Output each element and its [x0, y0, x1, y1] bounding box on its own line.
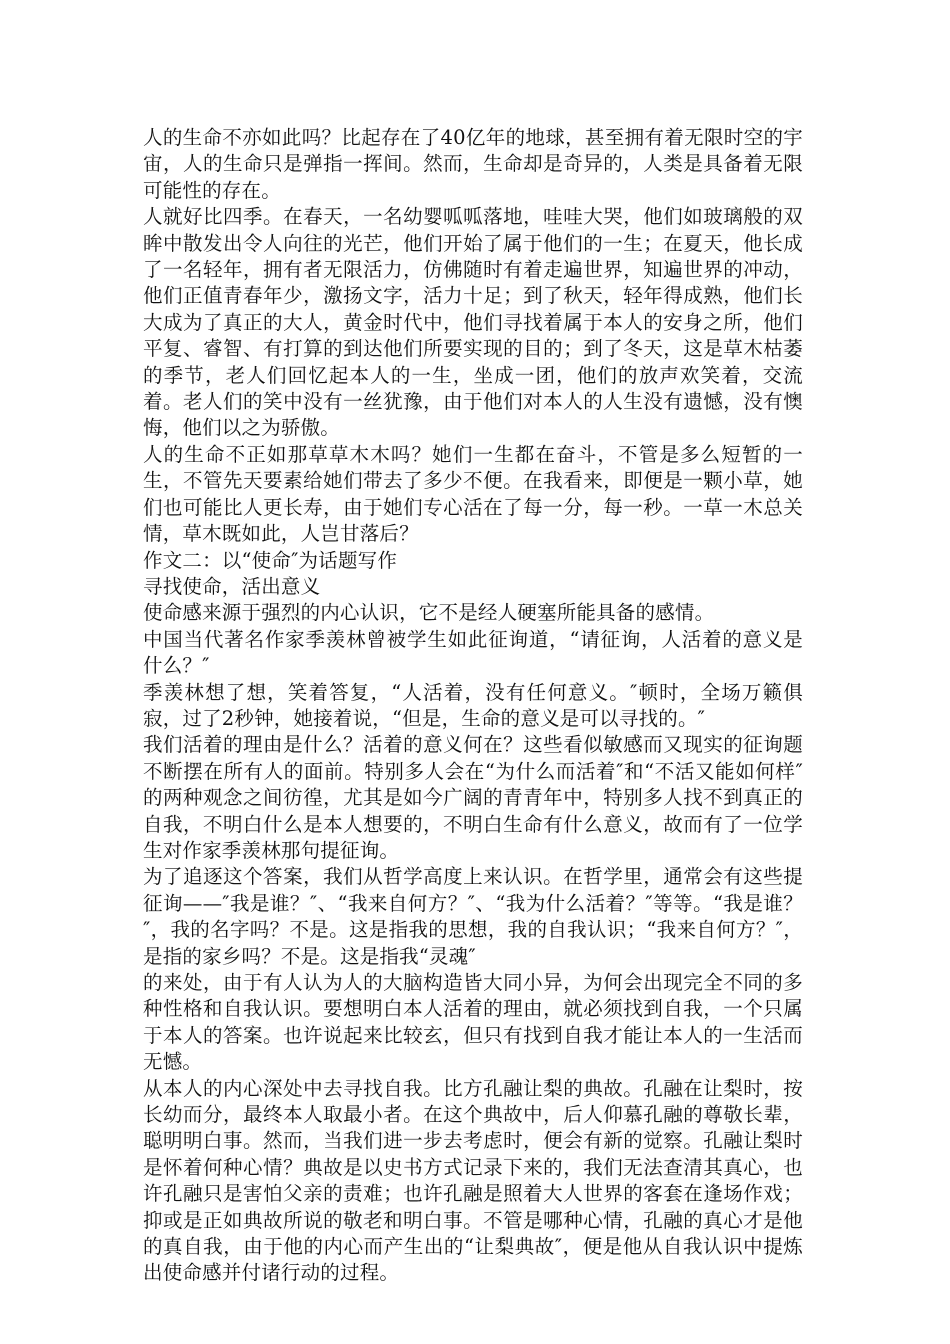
document-body: [143, 125, 803, 1287]
paragraph-finding-self: 的来处，由于有人认为人的大脑构造皆大同小异，为何会出现完全不同的多种性格和自我认识。要想明白本人活着的理由，就必须找到自我，一个只属于本人的答案。也许说起来比较玄，但只有找到自我才能让本人的一生活而无憾。: [143, 971, 803, 1074]
paragraph-grass-and-trees: 人的生命不正如那草草木木吗？她们一生都在奋斗，不管是多么短暂的一生，不管先天要素给她们带去了多少不便。在我看来，即便是一颗小草，她们也可能比人更长寿，由于她们专心活在了每一分，每一秒。一草一木总关情，草木既如此，人岂甘落后？: [143, 442, 803, 546]
paragraph-student-question: 中国当代著名作家季羡林曾被学生如此征询道，“请征询，人活着的意义是什么？″: [143, 627, 803, 678]
essay-two-heading: 作文二：以“使命″为话题写作: [143, 548, 398, 572]
paragraph-reason-for-living: 我们活着的理由是什么？活着的意义何在？这些看似敏感而又现实的征询题不断摆在所有人的面前。特别多人会在“为什么而活着″和“不活又能如何样″的两种观念之间彷徨，尤其是如今广阔的青青年中，特别多人找不到真正的自我，不明白什么是本人想要的，不明白生命有什么意义，故而有了一位学生对作家季羡林那句提征询。: [143, 733, 803, 862]
paragraph-sense-of-mission: 使命感来源于强烈的内心认识，它不是经人硬塞所能具备的感情。: [143, 601, 715, 625]
essay-two-title: 寻找使命，活出意义: [143, 574, 321, 598]
paragraph-philosophy-questions: 为了追逐这个答案，我们从哲学高度上来认识。在哲学里，通常会有这些提征询——″我是谁？″、“我来自何方？″、“我为什么活着？″等等。“我是谁？″，我的名字吗？不是。这是指我的思想，我的自我认识；“我来自何方？″，是指的家乡吗？不是。这是指我“灵魂″: [143, 865, 803, 968]
paragraph-four-seasons: 人就好比四季。在春天，一名幼婴呱呱落地，哇哇大哭，他们如玻璃般的双眸中散发出令人向往的光芒，他们开始了属于他们的一生；在夏天，他长成了一名轻年，拥有者无限活力，仿佛随时有着走遍世界，知遍世界的冲动，他们正值青春年少，激扬文字，活力十足；到了秋天，轻年得成熟，他们长大成为了真正的大人，黄金时代中，他们寻找着属于本人的安身之所，他们平复、睿智、有打算的到达他们所要实现的目的；到了冬天，这是草木枯萎的季节，老人们回忆起本人的一生，坐成一团，他们的放声欢笑着，交流着。老人们的笑中没有一丝犹豫，由于他们对本人的人生没有遗憾，没有懊悔，他们以之为骄傲。: [143, 205, 803, 440]
paragraph-kong-rong-pears: 从本人的内心深处中去寻找自我。比方孔融让梨的典故。孔融在让梨时，按长幼而分，最终本人取最小者。在这个典故中，后人仰慕孔融的尊敬长辈，聪明明白事。然而，当我们进一步去考虑时，便会有新的觉察。孔融让梨时是怀着何种心情？典故是以史书方式记录下来的，我们无法查清其真心，也许孔融只是害怕父亲的责难；也许孔融是照着大人世界的客套在逢场作戏；抑或是正如典故所说的敬老和明白事。不管是哪种心情，孔融的真心才是他的真自我，由于他的内心而产生出的“让梨典故″，便是他从自我认识中提炼出使命感并付诸行动的过程。: [143, 1076, 803, 1285]
paragraph-ji-xianlin-answer: 季羡林想了想，笑着答复，“人活着，没有任何意义。″顿时，全场万籁俱寂，过了2秒钟，她接着说，“但是，生命的意义是可以寻找的。″: [143, 680, 803, 730]
paragraph-life-compared: 人的生命不亦如此吗？比起存在了40亿年的地球，甚至拥有着无限时空的宇宙，人的生命只是弹指一挥间。然而，生命却是奇异的，人类是具备着无限可能性的存在。: [143, 126, 803, 202]
